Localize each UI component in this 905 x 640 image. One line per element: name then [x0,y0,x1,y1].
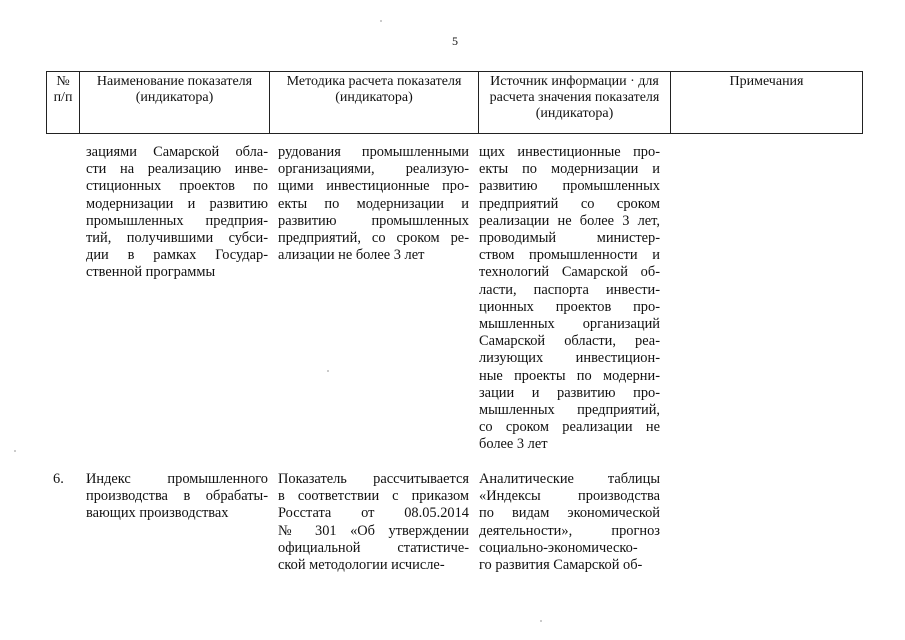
method-line: Показатель рассчитывается [278,471,469,487]
header-source: Источник информации · для расчета значения показателя (индикатора) [479,72,671,134]
method-line: развитию промышленных [278,212,469,229]
source-line: «Индексы производства [479,488,660,505]
source-line: ные проекты по модерни- [479,367,660,384]
source-line: щих инвестиционные про- [479,144,660,160]
source-line: мышленных предприятий, [479,402,660,419]
source-line: реализации не более 3 лет, [479,212,660,229]
row-6-source-cell [479,471,660,574]
source-line: мышленных организаций [479,316,660,333]
source-line: Самарской области, реа- [479,333,660,350]
source-line: предприятий со сроком [479,195,660,212]
page-number: 5 [452,34,458,48]
method-line: ской методологии исчисле- [278,557,445,574]
method-line: предприятий, со сроком ре- [278,230,469,247]
method-line: Росстата от 08.05.2014 [278,505,469,522]
source-line: деятельности», прогноз [479,522,660,539]
scan-speck [14,450,16,452]
row-continued-name-cell [86,144,268,282]
method-line: официальной статистиче- [278,539,469,556]
source-line: ством промышленности и [479,247,660,264]
method-line: екты по модернизации и [278,195,469,212]
method-line: ализации не более 3 лет [278,247,425,264]
scan-speck [380,20,382,22]
source-line: более 3 лет [479,436,548,453]
source-line: ласти, паспорта инвести- [479,281,660,298]
source-line: социально-экономическо- [479,539,638,556]
row-6-method-cell [278,471,469,574]
source-line: лизующих инвестицион- [479,350,660,367]
header-notes: Примечания [671,72,863,134]
indicator-name-line: промышленных предприя- [86,212,268,229]
indicator-name-line: тий, получившими субси- [86,230,268,247]
indicator-name-line: вающих производствах [86,505,229,522]
row-6-number: 6. [53,471,64,487]
row-continued-source-cell [479,144,660,454]
source-line: проводимый министер- [479,230,660,247]
source-line: по видам экономической [479,505,660,522]
header-indicator-name: Наименование показателя (индикатора) [80,72,270,134]
source-line: ционных проектов про- [479,298,660,315]
header-number: № п/п [47,72,80,134]
table-header [46,71,863,134]
source-line: технологий Самарской об- [479,264,660,281]
method-line: в соответствии с приказом [278,488,469,505]
scan-speck [327,370,329,372]
indicator-name-line: дии в рамках Государ- [86,247,268,264]
method-line: организациями, реализую- [278,161,469,178]
indicator-name-line: модернизации и развитию [86,195,268,212]
method-line: № 301 «Об утверждении [278,522,469,539]
source-line: екты по модернизации и [479,161,660,178]
row-continued-method-cell [278,144,469,264]
source-line: зации и развитию про- [479,384,660,401]
indicator-name-line: ственной программы [86,264,216,281]
source-line: со сроком реализации не [479,419,660,436]
indicator-name-line: зациями Самарской обла- [86,144,268,160]
source-line: развитию промышленных [479,178,660,195]
indicator-name-line: Индекс промышленного [86,471,268,487]
indicator-name-line: производства в обрабаты- [86,488,268,505]
scan-speck [540,620,542,622]
row-6-name-cell [86,471,268,523]
source-line: Аналитические таблицы [479,471,660,487]
indicator-name-line: стиционных проектов по [86,178,268,195]
header-method: Методика расчета показателя (индикатора) [270,72,479,134]
indicator-name-line: сти на реализацию инве- [86,161,268,178]
source-line: го развития Самарской об- [479,557,643,574]
method-line: рудования промышленными [278,144,469,160]
method-line: щими инвестиционные про- [278,178,469,195]
